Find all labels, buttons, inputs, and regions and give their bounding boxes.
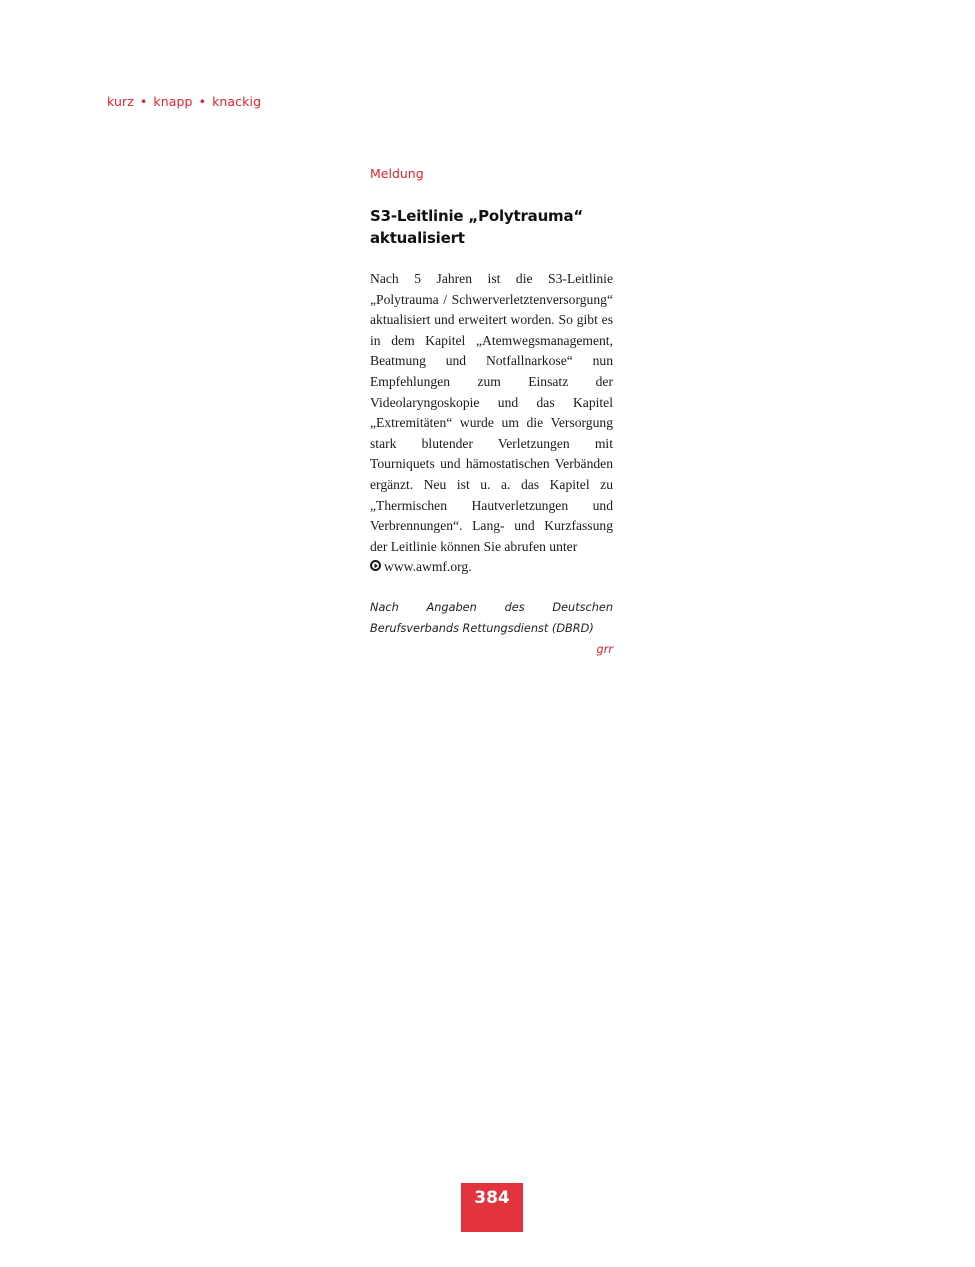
article-body	[370, 269, 613, 578]
running-head-item: knackig	[212, 94, 262, 109]
page-number-box	[461, 1183, 523, 1232]
running-head-item: kurz	[107, 94, 134, 109]
article-source: Nach Angaben des Deutschen Berufsverbands Rettungsdienst (DBRD)	[370, 600, 613, 635]
running-head	[107, 94, 261, 109]
article-category: Meldung	[370, 166, 424, 181]
article-author: grr	[596, 642, 613, 656]
article	[370, 166, 613, 660]
running-head-separator: •	[139, 94, 148, 109]
running-head-separator: •	[198, 94, 207, 109]
article-headline	[370, 205, 613, 249]
awmf-link[interactable]: www.awmf.org.	[384, 559, 472, 575]
arrow-circle-icon	[370, 560, 381, 571]
headline-line-2: aktualisiert	[370, 229, 465, 247]
page-number: 384	[474, 1188, 510, 1208]
headline-line-1: S3-Leitlinie „Polytrauma“	[370, 207, 584, 225]
article-body-text: Nach 5 Jahren ist die S3-Leitlinie „Polytrauma / Schwerverletztenversorgung“ aktualisiert und erweitert worden. So gibt es in dem Kapitel „Atemwegsmanagement, Beatmung und Notfallnarkose“ nun Empfehlungen zum Einsatz der Videolaryngoskopie und das Kapitel „Extremitäten“ wurde um die Versorgung stark blutender Verletzungen mit Tourniquets und hämostatischen Verbänden ergänzt. Neu ist u. a. das Kapitel zu „Thermischen Hautverletzungen und Verbrennungen“. Lang- und Kurzfassung der Leitlinie können Sie abrufen unter	[370, 271, 613, 554]
running-head-item: knapp	[153, 94, 193, 109]
